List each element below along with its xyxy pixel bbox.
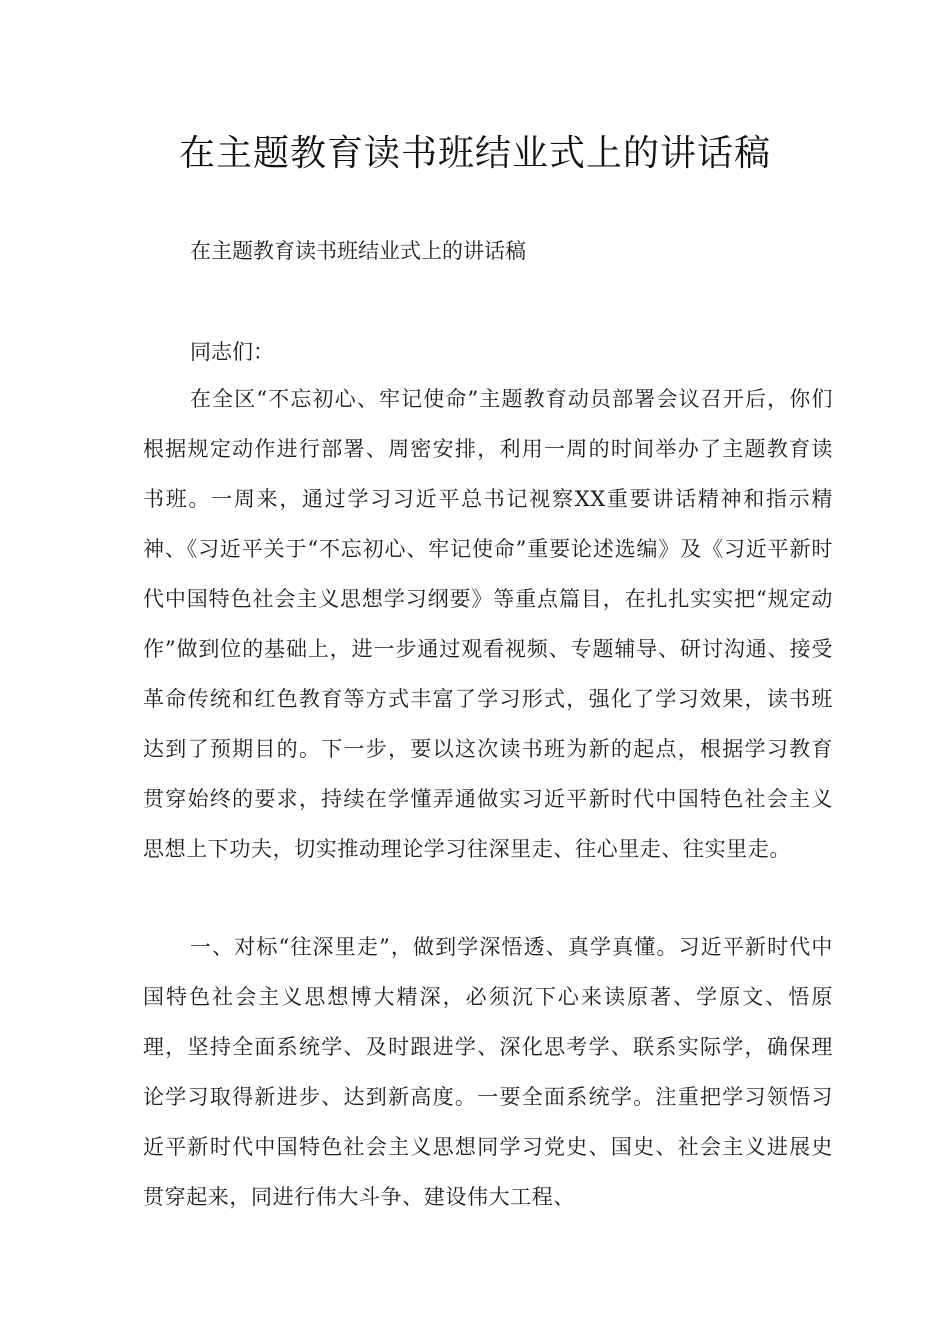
paragraph-2: 一、对标“往深里走”，做到学深悟透、真学真懂。习近平新时代中国特色社会主义思想博大精深，必须沉下心来读原著、学原文、悟原理，坚持全面系统学、及时跟进学、深化思考学、联系实际学，确保理论学习取得新进步、达到新高度。一要全面系统学。注重把学习领悟习近平新时代中国特色社会主义思想同学习党史、国史、社会主义进展史贯穿起来，同进行伟大斗争、建设伟大工程、 xyxy=(143,935,833,1209)
document-title: 在主题教育读书班结业式上的讲话稿 xyxy=(178,133,771,174)
document-subtitle: 在主题教育读书班结业式上的讲话稿 xyxy=(190,239,526,263)
paragraph-1: 在全区“不忘初心、牢记使命”主题教育动员部署会议召开后，你们根据规定动作进行部署、周密安排，利用一周的时间举办了主题教育读书班。一周来，通过学习习近平总书记视察XX重要讲话精神和指示精神、《习近平关于“不忘初心、牢记使命”重要论述选编》及《习近平新时代中国特色社会主义思想学习纲要》等重点篇目，在扎扎实实把“规定动作”做到位的基础上，进一步通过观看视频、专题辅导、研讨沟通、接受革命传统和红色教育等方式丰富了学习形式，强化了学习效果，读书班达到了预期目的。下一步，要以这次读书班为新的起点，根据学习教育贯穿始终的要求，持续在学懂弄通做实习近平新时代中国特色社会主义思想上下功夫，切实推动理论学习往深里走、往心里走、往实里走。 xyxy=(143,387,833,861)
greeting: 同志们： xyxy=(190,340,274,364)
